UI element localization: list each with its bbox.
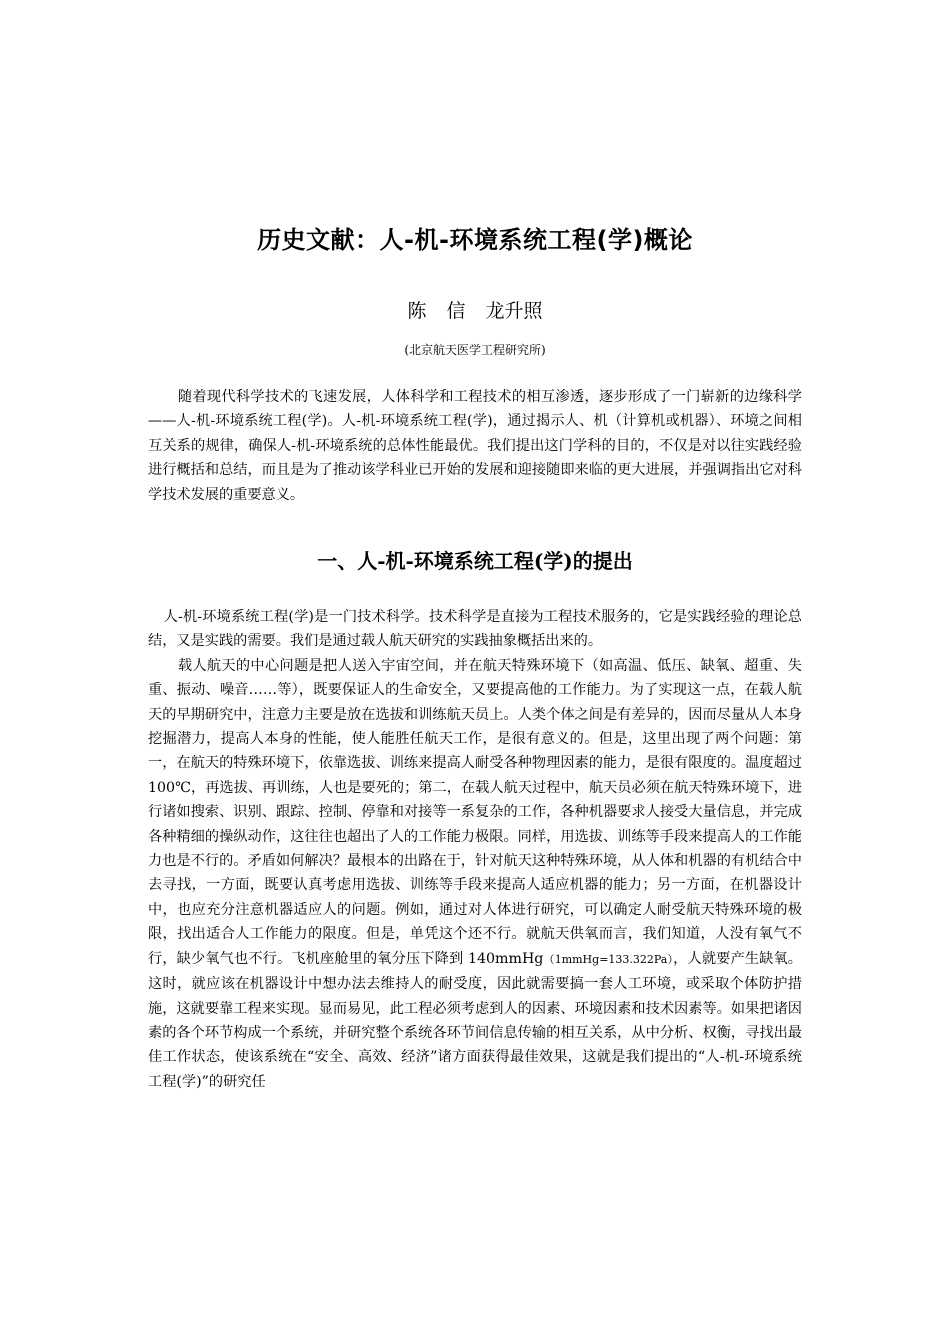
unit-note: （1mmHg=133.322Pa） [543,952,674,966]
paragraph: 人-机-环境系统工程(学)是一门技术科学。技术科学是直接为工程技术服务的，它是实践经验的理论总结，又是实践的需要。我们是通过载人航天研究的实践抽象概括出来的。 [148,609,802,650]
affiliation: (北京航天医学工程研究所) [404,343,546,357]
paragraph-text: ，人就要产生缺氧。这时，就应该在机器设计中想办法去维持人的耐受度，因此就需要搞一套人工环境，或采取个体防护措施，这就要靠工程来实现。显而易见，此工程必须考虑到人的因素、环境因素和技术因素等。如果把诸因素的各个环节构成一个系统，并研究整个系统各环节间信息传输的相互关系，从中分析、权衡，寻找出最佳工作状态，使该系统在“安全、高效、经济”诸方面获得最佳效果，这就是我们提出的“人-机-环境系统工程(学)”的研究任 [148,950,802,1090]
paragraph [148,654,802,1094]
section-body [148,605,802,1094]
abstract: 随着现代科学技术的飞速发展，人体科学和工程技术的相互渗透，逐步形成了一门崭新的边缘科学——人-机-环境系统工程(学)。人-机-环境系统工程(学)，通过揭示人、机（计算机或机器）、环境之间相互关系的规律，确保人-机-环境系统的总体性能最优。我们提出这门学科的目的，不仅是对以往实践经验进行概括和总结，而且是为了推动该学科业已开始的发展和迎接随即来临的更大进展，并强调指出它对科学技术发展的重要意义。 [148,389,802,503]
authors: 陈 信 龙升照 [407,300,543,322]
section-heading: 一、人-机-环境系统工程(学)的提出 [317,549,633,573]
paragraph-text: 载人航天的中心问题是把人送入宇宙空间，并在航天特殊环境下（如高温、低压、缺氧、超重、失重、振动、噪音……等），既要保证人的生命安全，又要提高他的工作能力。为了实现这一点，在载人航天的早期研究中，注意力主要是放在选拔和训练航天员上。人类个体之间是有差异的，因而尽量从人本身挖掘潜力，提高人本身的性能，使人能胜任航天工作，是很有意义的。但是，这里出现了两个问题：第一，在航天的特殊环境下，依靠选拔、训练来提高人耐受各种物理因素的能力，是很有限度的。温度超过 100℃，再选拔、再训练，人也是要死的；第二，在载人航天过程中，航天员必须在航天特殊环境下，进行诸如搜索、识别、跟踪、控制、停靠和对接等一系复杂的工作，各种机器要求人接受大量信息，并完成各种精细的操纵动作，这往往也超出了人的工作能力极限。同样，用选拔、训练等手段来提高人的工作能力也是不行的。矛盾如何解决？最根本的出路在于，针对航天这种特殊环境，从人体和机器的有机结合中去寻找，一方面，既要认真考虑用选拔、训练等手段来提高人适应机器的能力；另一方面，在机器设计中，也应充分注意机器适应人的问题。例如，通过对人体进行研究，可以确定人耐受航天特殊环境的极限，找出适合人工作能力的限度。但是，单凭这个还不行。就航天供氧而言，我们知道，人没有氧气不行，缺少氧气也不行。飞机座舱里的氧分压下降到 140mmHg [148,657,802,967]
paper-title: 历史文献：人-机-环境系统工程(学)概论 [257,226,693,254]
